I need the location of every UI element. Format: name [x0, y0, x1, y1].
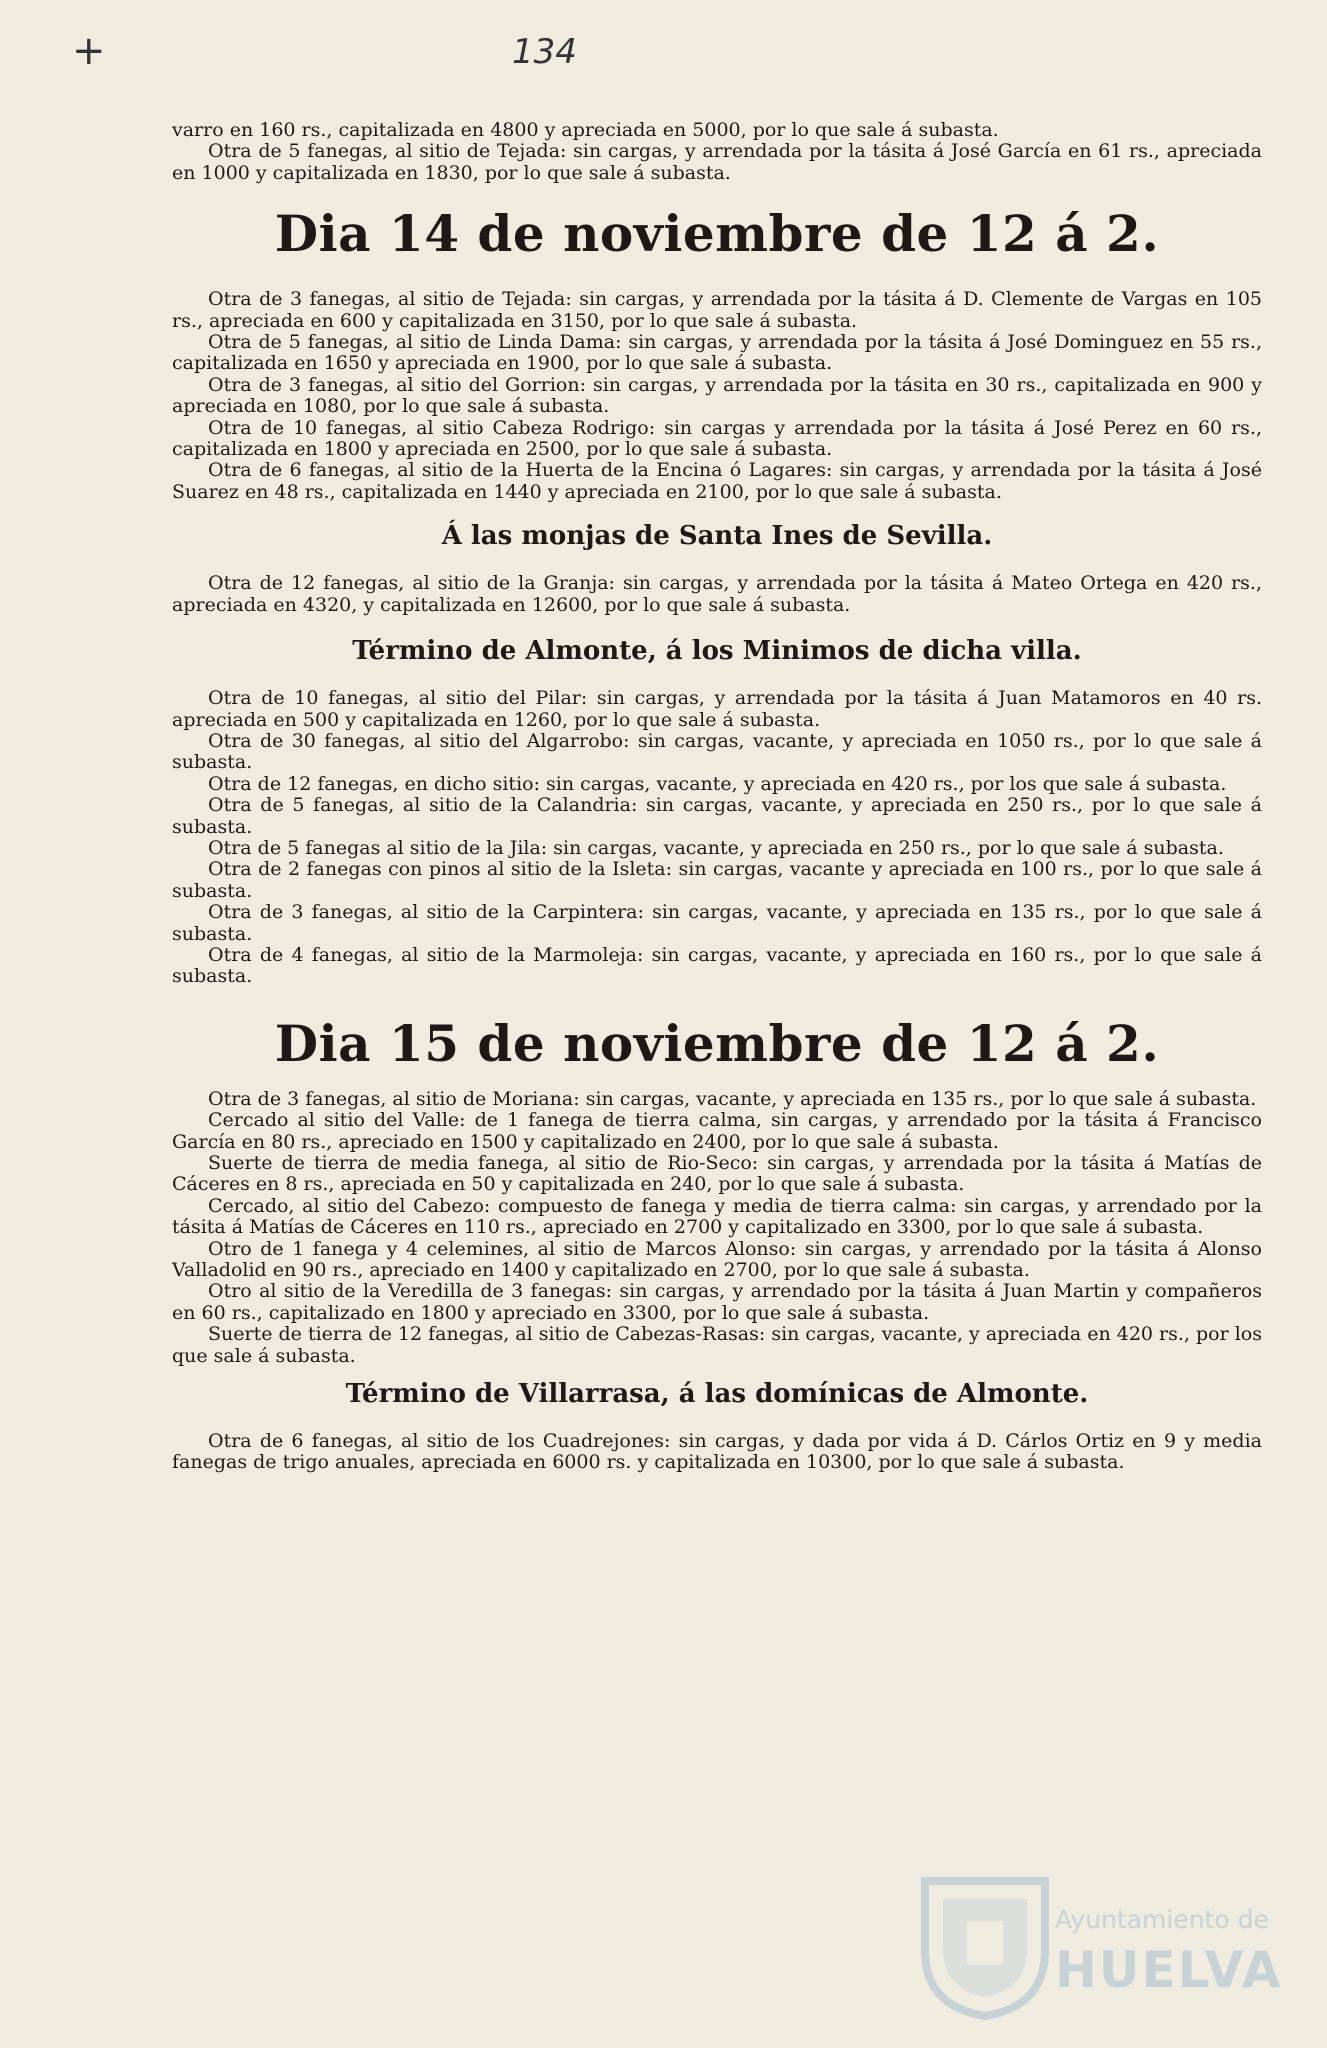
paragraph: Otra de 5 fanegas, al sitio de la Calandria: sin cargas, vacante, y apreciada en 250 rs., por lo que sale á subasta. — [172, 794, 1262, 838]
paragraph: Otra de 5 fanegas, al sitio de Tejada: sin cargas, y arrendada por la tásita á José García en 61 rs., apreciada en 1000 y capitalizada en 1830, por lo que sale á subasta. — [172, 140, 1262, 184]
paragraph: Otro al sitio de la Veredilla de 3 fanegas: sin cargas, y arrendado por la tásita á Juan Martin y compañeros en 60 rs., capitalizado en 1800 y apreciado en 3300, por lo que sale á subasta. — [172, 1280, 1262, 1324]
paragraph: Otra de 2 fanegas con pinos al sitio de la Isleta: sin cargas, vacante y apreciada en 100 rs., por lo que sale á subasta. — [172, 858, 1262, 902]
handwritten-page-number: 134 — [512, 32, 577, 72]
subsection-heading: Término de Villarrasa, á las domínicas de Almonte. — [345, 1379, 1089, 1410]
paragraph: Otro de 1 fanega y 4 celemines, al sitio de Marcos Alonso: sin cargas, y arrendado por la tásita á Alonso Valladolid en 90 rs., apreciado en 1400 y capitalizado en 2700, por lo que sale á subasta. — [172, 1237, 1262, 1282]
paragraph: Otra de 5 fanegas al sitio de la Jila: sin cargas, vacante, y apreciada en 250 rs., por lo que sale á subasta. — [208, 836, 1224, 859]
paragraph: Otra de 4 fanegas, al sitio de la Marmoleja: sin cargas, vacante, y apreciada en 160 rs., por lo que sale á subasta. — [172, 943, 1262, 988]
section-heading: Dia 15 de noviembre de 12 á 2. — [274, 1013, 1160, 1073]
coat-of-arms-icon — [915, 1871, 1055, 2021]
paragraph: Cercado al sitio del Valle: de 1 fanega de tierra calma, sin cargas, y arrendado por la tásita á Francisco García en 80 rs., apreciado en 1500 y capitalizado en 2400, por lo que sale á subasta. — [172, 1109, 1262, 1153]
paragraph: Otra de 3 fanegas, al sitio de Tejada: sin cargas, y arrendada por la tásita á D. Clemente de Vargas en 105 rs., apreciada en 600 y capitalizada en 3150, por lo que sale á subasta. — [172, 288, 1262, 332]
paragraph: Otra de 3 fanegas, al sitio de la Carpintera: sin cargas, vacante, y apreciada en 135 rs., por lo que sale á subasta. — [172, 901, 1262, 945]
paragraph: Otra de 6 fanegas, al sitio de la Huerta de la Encina ó Lagares: sin cargas, y arrendada por la tásita á José Suarez en 48 rs., capitalizada en 1440 y apreciada en 2100, por lo que sale á subasta. — [172, 459, 1262, 503]
watermark-line-1: Ayuntamiento de — [1055, 1905, 1269, 1934]
paragraph: Otra de 12 fanegas, en dicho sitio: sin cargas, vacante, y apreciada en 420 rs., por los que sale á subasta. — [208, 772, 1227, 795]
paragraph: Otra de 10 fanegas, al sitio del Pilar: sin cargas, y arrendada por la tásita á Juan Matamoros en 40 rs. apreciada en 500 y capitalizada en 1260, por lo que sale á subasta. — [172, 687, 1262, 731]
paragraph: Suerte de tierra de 12 fanegas, al sitio de Cabezas-Rasas: sin cargas, vacante, y apreciada en 420 rs., por los que sale á subasta. — [172, 1323, 1262, 1367]
paragraph: Otra de 10 fanegas, al sitio Cabeza Rodrigo: sin cargas y arrendada por la tásita á José Perez en 60 rs., capitalizada en 1800 y apreciada en 2500, por lo que sale á subasta. — [172, 416, 1262, 461]
watermark-line-2: HUELVA — [1055, 1941, 1283, 1999]
subsection-heading: Término de Almonte, á los Minimos de dicha villa. — [352, 636, 1082, 667]
paragraph: Otra de 30 fanegas, al sitio del Algarrobo: sin cargas, vacante, y apreciada en 1050 rs., por lo que sale á subasta. — [172, 729, 1262, 774]
paragraph: Cercado, al sitio del Cabezo: compuesto de fanega y media de tierra calma: sin cargas, y arrendado por la tásita á Matías de Cáceres en 110 rs., apreciado en 2700 y capitalizado en 3300, por lo que sale á subasta. — [172, 1194, 1262, 1239]
paragraph: Otra de 12 fanegas, al sitio de la Granja: sin cargas, y arrendada por la tásita á Mateo Ortega en 420 rs., apreciada en 4320, y capitalizada en 12600, por lo que sale á subasta. — [172, 572, 1262, 616]
paragraph: Suerte de tierra de media fanega, al sitio de Rio-Seco: sin cargas, y arrendada por la tásita á Matías de Cáceres en 8 rs., apreciada en 50 y capitalizada en 240, por lo que sale á subasta. — [172, 1152, 1262, 1196]
section-heading: Dia 14 de noviembre de 12 á 2. — [274, 204, 1160, 264]
paragraph: Otra de 3 fanegas, al sitio del Gorrion: sin cargas, y arrendada por la tásita en 30 rs., capitalizada en 900 y apreciada en 1080, por lo que sale á subasta. — [172, 373, 1262, 418]
subsection-heading: Á las monjas de Santa Ines de Sevilla. — [441, 521, 993, 552]
paragraph: Otra de 6 fanegas, al sitio de los Cuadrejones: sin cargas, y dada por vida á D. Cárlos Ortiz en 9 y media fanegas de trigo anuales, apreciada en 6000 rs. y capitalizada en 10300, por lo que sale á subasta. — [172, 1430, 1262, 1474]
margin-plus-mark: + — [72, 28, 106, 74]
paragraph: Otra de 3 fanegas, al sitio de Moriana: sin cargas, vacante, y apreciada en 135 rs., por lo que sale á subasta. — [208, 1087, 1257, 1110]
paragraph: Otra de 5 fanegas, al sitio de Linda Dama: sin cargas, y arrendada por la tásita á José Dominguez en 55 rs., capitalizada en 1650 y apreciada en 1900, por lo que sale á subasta. — [172, 331, 1262, 375]
document-body — [172, 120, 1262, 1474]
paragraph: varro en 160 rs., capitalizada en 4800 y apreciada en 5000, por lo que sale á subasta. — [172, 119, 999, 141]
archive-watermark — [905, 1865, 1305, 2025]
